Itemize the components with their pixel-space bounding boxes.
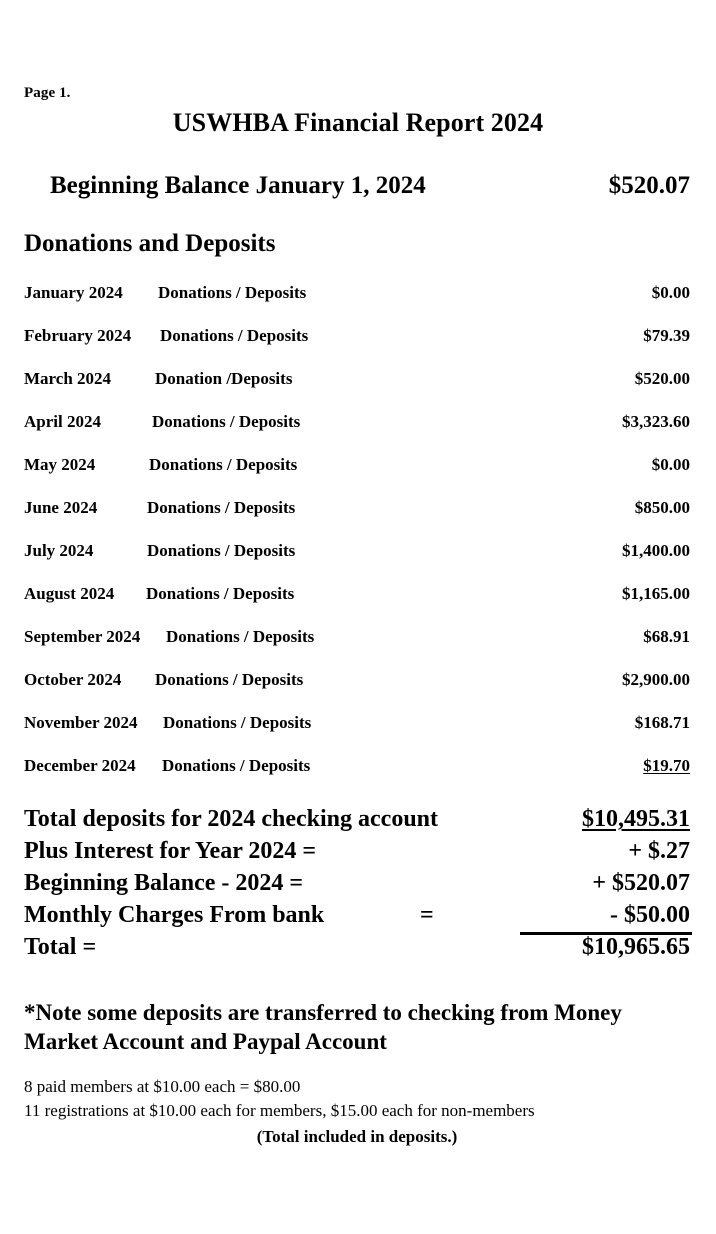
month-description: Donations / Deposits	[152, 412, 301, 431]
month-row	[0, 541, 716, 584]
month-row	[0, 584, 716, 627]
month-label: November 2024	[24, 713, 138, 732]
beginning-balance-row	[50, 172, 690, 204]
month-label: September 2024	[24, 627, 141, 646]
month-row	[0, 627, 716, 670]
month-label: October 2024	[24, 670, 122, 689]
month-amount: $520.00	[634, 369, 690, 388]
month-description: Donations / Deposits	[147, 498, 296, 517]
month-row	[0, 283, 716, 326]
total-row	[0, 934, 716, 966]
month-amount: $3,323.60	[622, 412, 690, 431]
month-description: Donations / Deposits	[155, 670, 304, 689]
month-row	[0, 455, 716, 498]
month-row	[0, 498, 716, 541]
total-value: $10,495.31	[582, 806, 690, 832]
total-value: + $.27	[628, 838, 690, 864]
month-description: Donation /Deposits	[155, 369, 293, 388]
month-label: January 2024	[24, 283, 123, 302]
month-amount: $0.00	[651, 283, 690, 302]
month-row	[0, 670, 716, 713]
monthly-deposits-list	[0, 283, 716, 799]
asterisk-note: *Note some deposits are transferred to checking from Money Market Account and Paypal Account	[24, 1000, 622, 1055]
month-description: Donations / Deposits	[166, 627, 315, 646]
total-value: - $50.00	[610, 902, 690, 928]
total-value: + $520.07	[592, 870, 690, 896]
month-row	[0, 369, 716, 412]
month-row	[0, 412, 716, 455]
month-label: May 2024	[24, 455, 96, 474]
page-title: USWHBA Financial Report 2024	[172, 108, 544, 137]
month-label: December 2024	[24, 756, 136, 775]
fineprint-notes	[24, 1075, 690, 1149]
month-amount: $19.70	[643, 756, 690, 775]
month-row	[0, 326, 716, 369]
month-amount: $68.91	[643, 627, 690, 646]
total-row	[0, 838, 716, 870]
month-description: Donations / Deposits	[147, 541, 296, 560]
fineprint-line-2: 11 registrations at $10.00 each for members, $15.00 each for non-members	[24, 1101, 535, 1121]
total-row	[0, 806, 716, 838]
month-description: Donations / Deposits	[146, 584, 295, 603]
month-label: March 2024	[24, 369, 112, 388]
month-description: Donations / Deposits	[158, 283, 307, 302]
month-description: Donations / Deposits	[162, 756, 311, 775]
month-amount: $1,165.00	[622, 584, 690, 603]
month-amount: $79.39	[643, 326, 690, 345]
total-row	[0, 902, 716, 934]
total-label: Total =	[24, 934, 97, 960]
equals-sign: =	[420, 902, 434, 928]
total-label: Total deposits for 2024 checking account	[24, 806, 439, 832]
month-description: Donations / Deposits	[149, 455, 298, 474]
month-label: July 2024	[24, 541, 94, 560]
month-label: April 2024	[24, 412, 101, 431]
fineprint-line-1: 8 paid members at $10.00 each = $80.00	[24, 1077, 301, 1096]
beginning-balance-label: Beginning Balance January 1, 2024	[50, 172, 426, 199]
month-label: June 2024	[24, 498, 98, 517]
section-heading-donations-and-deposits: Donations and Deposits	[24, 230, 276, 257]
fineprint-line-3: (Total included in deposits.)	[256, 1127, 458, 1147]
beginning-balance-amount: $520.07	[608, 172, 690, 199]
month-amount: $850.00	[634, 498, 690, 517]
page-marker: Page 1.	[24, 85, 71, 101]
month-description: Donations / Deposits	[160, 326, 309, 345]
month-label: August 2024	[24, 584, 115, 603]
total-label: Monthly Charges From bank	[24, 902, 325, 928]
month-amount: $168.71	[634, 713, 690, 732]
month-amount: $0.00	[651, 455, 690, 474]
month-amount: $2,900.00	[622, 670, 690, 689]
total-label: Beginning Balance - 2024 =	[24, 870, 304, 896]
month-row	[0, 713, 716, 756]
month-amount: $1,400.00	[622, 541, 690, 560]
month-description: Donations / Deposits	[163, 713, 312, 732]
month-row	[0, 756, 716, 799]
total-row	[0, 870, 716, 902]
month-label: February 2024	[24, 326, 132, 345]
total-label: Plus Interest for Year 2024 =	[24, 838, 317, 864]
totals-summary	[0, 806, 716, 966]
total-value: $10,965.65	[582, 934, 690, 960]
